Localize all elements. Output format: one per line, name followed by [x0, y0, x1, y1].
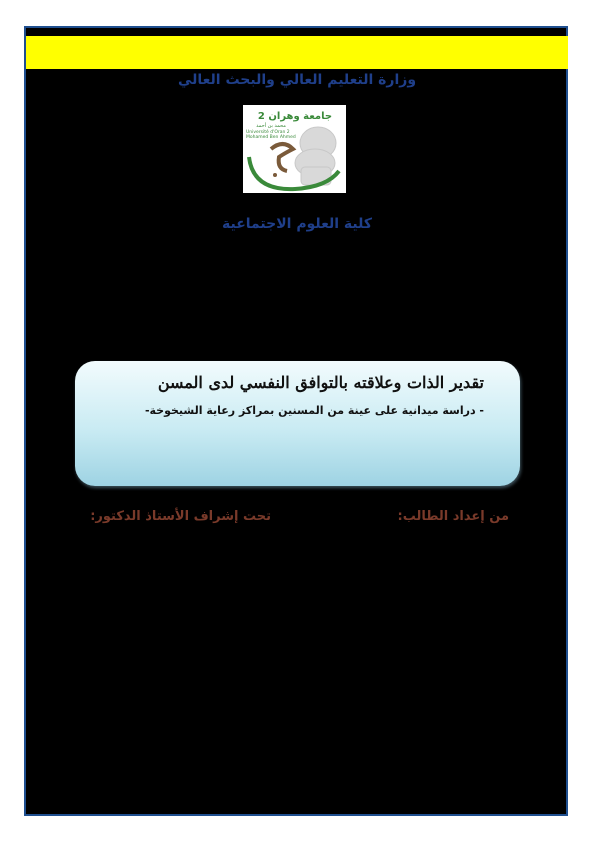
- prepared-by-label: من إعداد الطالب:: [397, 509, 509, 524]
- thesis-title-panel: [75, 361, 520, 486]
- lion-silhouette-icon: [295, 127, 336, 185]
- faculty-heading: كلية العلوم الاجتماعية: [222, 216, 372, 232]
- logo-arabic-subname: محمد بن أحمد: [256, 123, 286, 129]
- ministry-heading: وزارة التعليم العالي والبحث العالي: [177, 72, 417, 88]
- logo-arabic-name: جامعة وهران 2: [257, 111, 333, 122]
- thesis-subtitle: - دراسة ميدانية على عينة من المسنين بمراكز رعاية الشيخوخة-: [144, 404, 484, 417]
- university-logo: [243, 105, 346, 193]
- university-lion-logo-icon: [243, 105, 346, 193]
- brown-glyph-icon: [271, 144, 293, 171]
- logo-latin-line2: Mohamed Ben Ahmed: [246, 135, 296, 140]
- logo-latin-line1: Université d'Oran 2: [246, 130, 290, 135]
- supervised-by-label: تحت إشراف الأستاذ الدكتور:: [90, 509, 271, 524]
- thesis-title: تقدير الذات وعلاقته بالتوافق النفسي لدى المسن: [157, 373, 484, 392]
- top-yellow-band: [26, 36, 568, 69]
